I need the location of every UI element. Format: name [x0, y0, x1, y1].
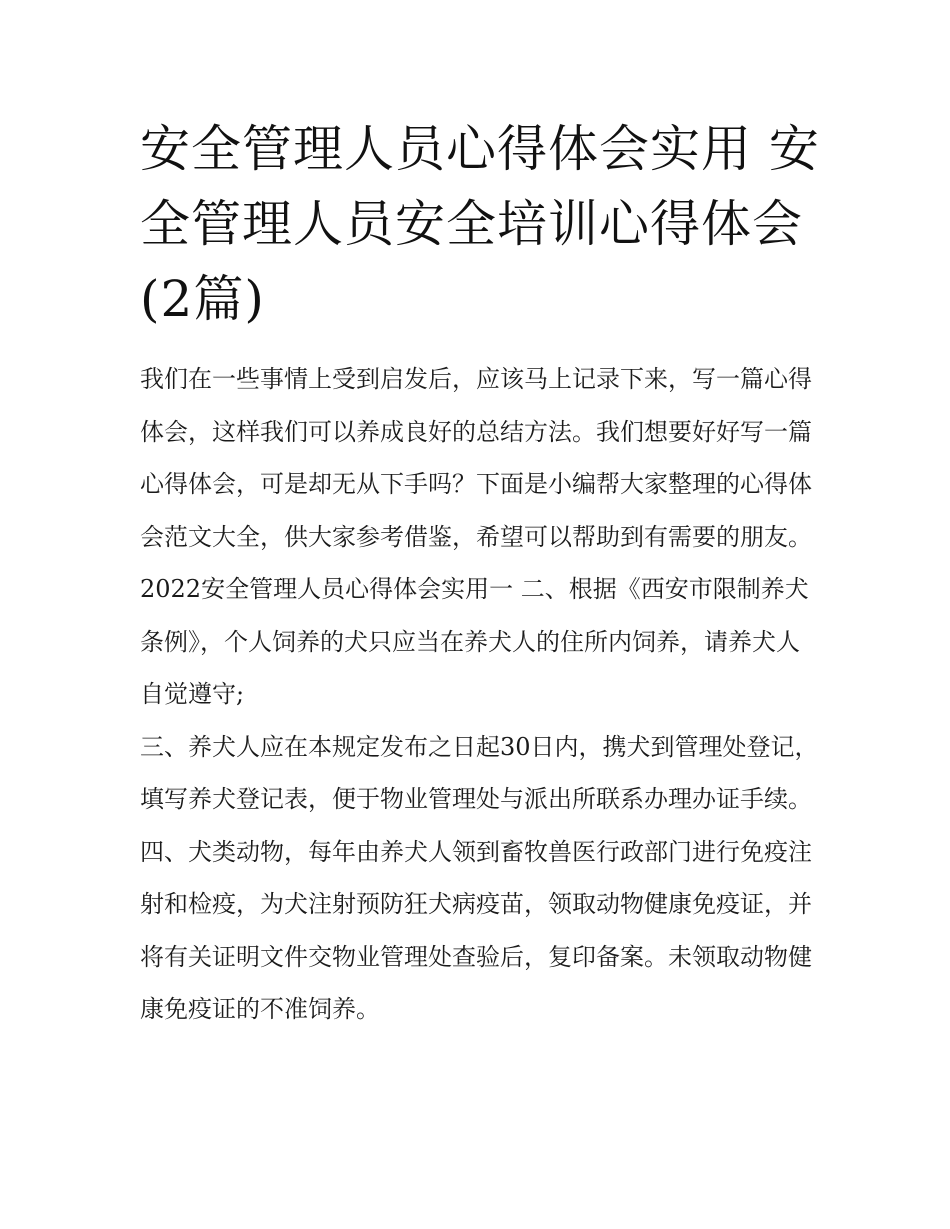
paragraph-section-1: 2022安全管理人员心得体会实用一 二、根据《西安市限制养犬条例》，个人饲养的犬只应当在养犬人的住所内饲养，请养犬人自觉遵守; [140, 575, 809, 708]
paragraph-intro: 我们在一些事情上受到启发后，应该马上记录下来，写一篇心得体会，这样我们可以养成良好的总结方法。我们想要好好写一篇心得体会，可是却无从下手吗？下面是小编帮大家整理的心得体会范文大全，供大家参考借鉴，希望可以帮助到有需要的朋友。 [140, 365, 812, 551]
document-body [140, 353, 820, 1036]
document-title: 安全管理人员心得体会实用 安全管理人员安全培训心得体会(2篇) [140, 120, 820, 328]
paragraph-section-3: 三、养犬人应在本规定发布之日起30日内，携犬到管理处登记，填写养犬登记表，便于物业管理处与派出所联系办理办证手续。 [140, 732, 819, 813]
paragraph-section-4: 四、犬类动物，每年由养犬人领到畜牧兽医行政部门进行免疫注射和检疫，为犬注射预防狂犬病疫苗，领取动物健康免疫证，并将有关证明文件交物业管理处查验后，复印备案。未领取动物健康免疫证的不准饲养。 [140, 837, 812, 1023]
